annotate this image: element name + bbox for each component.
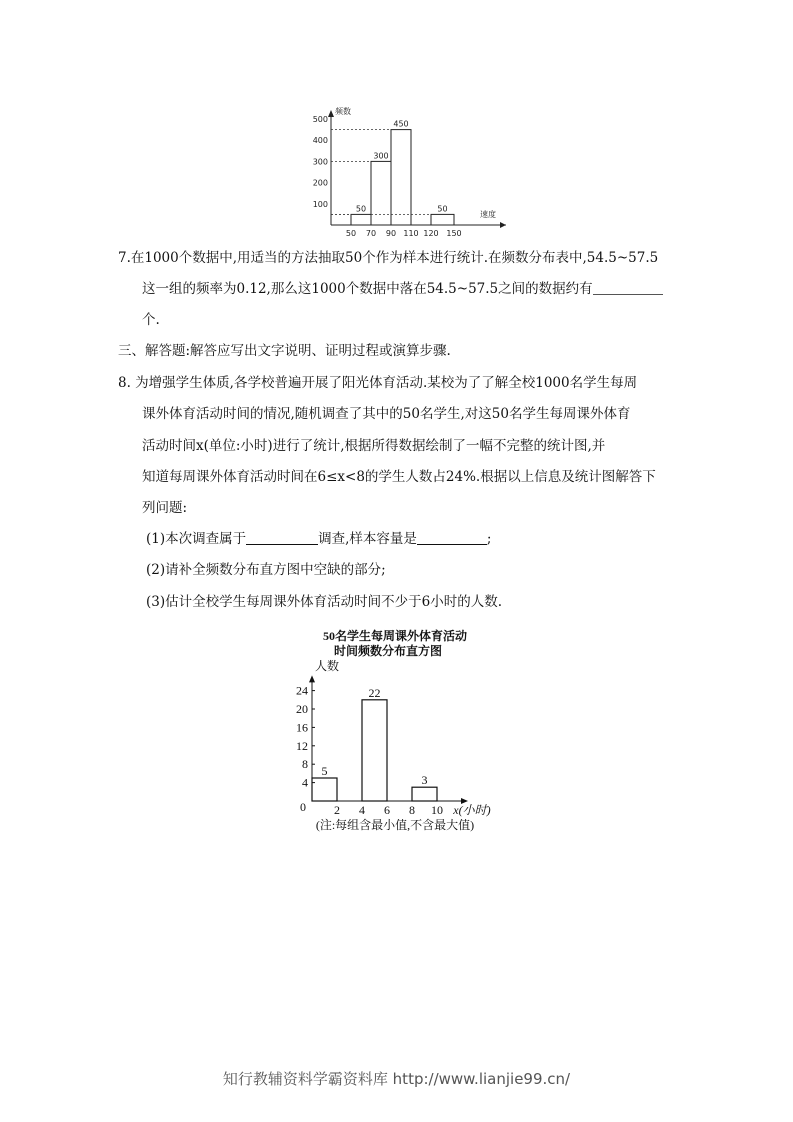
bar-value-label: 450	[393, 119, 409, 129]
bar-value-label: 22	[368, 685, 381, 700]
footer-watermark: 知行教辅资料学霸资料库 http://www.lianjie99.cn/	[222, 1070, 571, 1088]
bar-value-label: 3	[421, 773, 428, 788]
y-tick-label: 400	[312, 136, 328, 146]
x-tick-label: 50	[345, 229, 357, 238]
q8-line-4: 知道每周课外体育活动时间在6≤x<8的学生人数占24%.根据以上信息及统计图解答下	[142, 469, 656, 485]
histogram-bar	[312, 778, 337, 801]
x-tick-label: 110	[403, 229, 419, 238]
q8-line-5: 列问题:	[142, 500, 188, 516]
y-tick-label: 300	[312, 157, 328, 167]
y-axis-arrow	[309, 675, 315, 682]
y-tick-label: 12	[296, 738, 308, 753]
y-tick-label: 500	[312, 115, 328, 124]
section-3-heading: 三、解答题:解答应写出文字说明、证明过程或演算步骤.	[118, 343, 451, 359]
y-tick-label: 4	[302, 775, 308, 790]
x-tick-label: 150	[446, 229, 462, 238]
y-axis-arrow	[328, 110, 334, 117]
q8-line-2: 课外体育活动时间的情况,随机调查了其中的50名学生,对这50名学生每周课外体育	[142, 406, 631, 422]
histogram-bar	[431, 214, 454, 225]
q7-line-1: 7.在1000个数据中,用适当的方法抽取50个作为样本进行统计.在频数分布表中,54.5~57.5	[118, 250, 659, 266]
q8-sub-2: (2)请补全频数分布直方图中空缺的部分;	[146, 562, 386, 578]
y-tick-label: 100	[312, 199, 328, 209]
q8-line-1: 8. 为增强学生体质,各学校普遍开展了阳光体育活动.某校为了了解全校1000名学生每周	[118, 375, 638, 391]
activity-time-histogram	[280, 625, 510, 840]
sample-size-blank[interactable]	[417, 530, 487, 545]
bar-value-label: 50	[437, 204, 448, 214]
chart-title: 50名学生每周课外体育活动	[322, 629, 468, 643]
histogram-bar	[412, 787, 437, 801]
survey-type-blank[interactable]	[246, 530, 318, 545]
x-tick-label: 4	[359, 803, 365, 817]
q7-line-2-text: 这一组的频率为0.12,那么这1000个数据中落在54.5~57.5之间的数据约有	[142, 281, 593, 297]
x-tick-label: 10	[431, 803, 443, 817]
y-axis-label: 频数	[335, 107, 351, 116]
q7-answer-blank[interactable]	[593, 280, 663, 295]
bar-value-label: 5	[321, 764, 328, 778]
q8-sub-1-c: ;	[486, 531, 492, 547]
histogram-bar	[362, 700, 387, 801]
bar-value-label: 300	[373, 151, 389, 161]
x-axis-label: x(小时)	[453, 803, 491, 817]
chart-note: (注:每组含最小值,不含最大值)	[315, 818, 475, 832]
speed-histogram	[296, 100, 526, 238]
x-axis-arrow	[500, 222, 506, 228]
histogram-bar	[351, 214, 371, 225]
q8-sub-3: (3)估计全校学生每周课外体育活动时间不少于6小时的人数.	[146, 594, 503, 610]
x-tick-label: 90	[385, 229, 397, 238]
x-tick-label: 70	[365, 229, 377, 238]
q8-sub-1-b: 调查,样本容量是	[318, 531, 417, 547]
x-tick-label: 2	[334, 803, 340, 817]
y-tick-label: 16	[296, 720, 308, 735]
q8-sub-1-a: (1)本次调查属于	[146, 531, 247, 547]
x-tick-label: 120	[423, 229, 439, 238]
histogram-bar	[391, 130, 411, 225]
q8-line-3: 活动时间x(单位:小时)进行了统计,根据所得数据绘制了一幅不完整的统计图,并	[142, 438, 606, 454]
y-tick-label: 24	[296, 683, 308, 698]
y-tick-label: 200	[312, 178, 328, 188]
histogram-bar	[371, 161, 391, 225]
q8-sub-1	[146, 529, 491, 549]
q7-line-3: 个.	[142, 312, 160, 328]
bar-value-label: 50	[355, 204, 367, 214]
x-axis-label: 速度	[480, 210, 496, 219]
x-tick-label: 8	[409, 803, 415, 817]
chart-subtitle: 时间频数分布直方图	[333, 644, 443, 658]
y-tick-label: 8	[302, 757, 308, 772]
y-axis-label: 人数	[315, 659, 340, 673]
q7-line-2	[142, 279, 663, 299]
x-tick-label: 6	[384, 803, 390, 817]
y-tick-label: 20	[296, 702, 308, 716]
origin-label: 0	[300, 800, 306, 814]
